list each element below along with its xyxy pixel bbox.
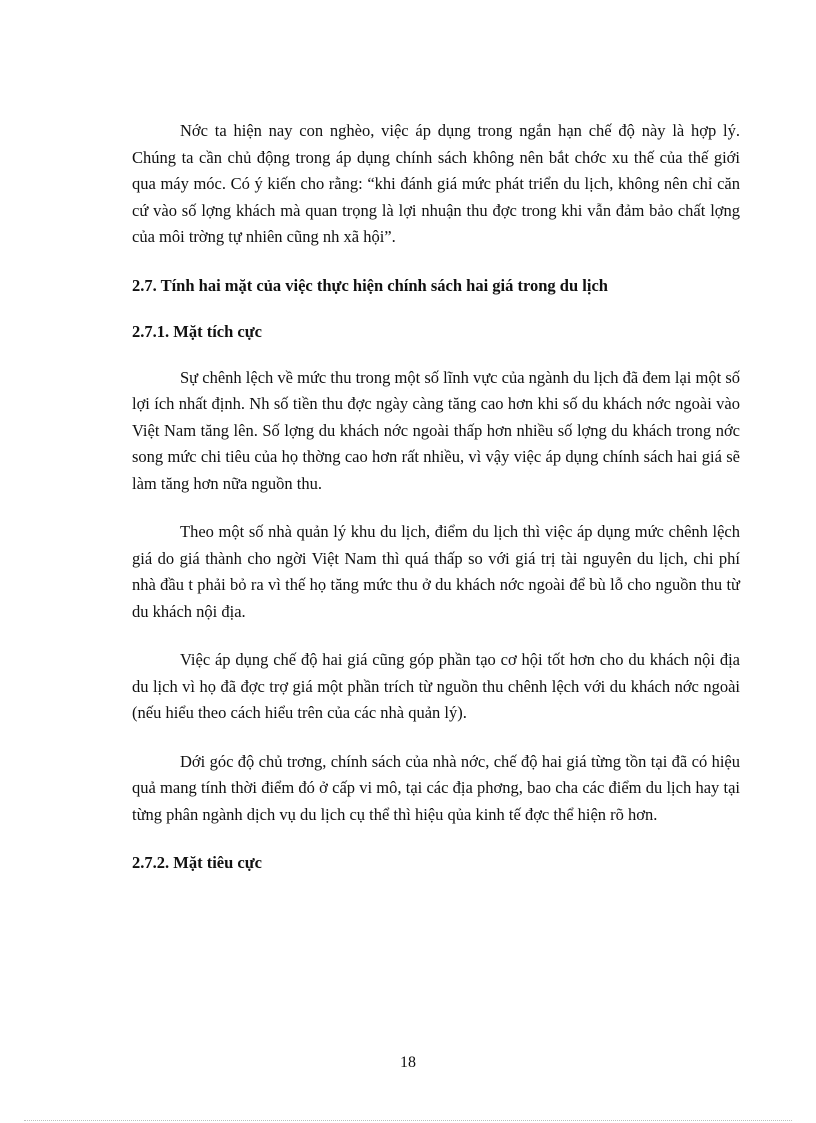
paragraph-positive-2: Theo một số nhà quản lý khu du lịch, điểm du lịch thì việc áp dụng mức chênh lệch giá do giá thành cho ngời Việt Nam thì quá thấp so với giá trị tài nguyên du lịch, chi phí nhà đầu t phải bỏ ra vì thế họ tăng mức thu ở du khách nớc ngoài để bù lỗ cho nguồn thu từ du khách nội địa. — [132, 522, 740, 621]
paragraph-intro: Nớc ta hiện nay con nghèo, việc áp dụng trong ngắn hạn chế độ này là hợp lý. Chúng ta cần chủ động trong áp dụng chính sách không nên bắt chớc xu thế của thế giới qua máy móc. Có ý kiến cho rằng: “khi đánh giá mức phát triển du lịch, không nên chỉ căn cứ vào số lợng khách mà quan trọng là lợi nhuận thu đợc trong khi vẫn đảm bảo chất lợng của môi trờng tự nhiên cũng nh xã hội”. — [132, 121, 740, 246]
page-bottom-border — [24, 1120, 792, 1121]
body-text — [132, 118, 740, 896]
section-heading: 2.7. Tính hai mặt của việc thực hiện chính sách hai giá trong du lịch — [132, 275, 608, 295]
page-number: 18 — [400, 1054, 416, 1071]
subsection-heading-positive: 2.7.1. Mặt tích cực — [132, 321, 262, 341]
paragraph-positive-3: Việc áp dụng chế độ hai giá cũng góp phần tạo cơ hội tốt hơn cho du khách nội địa du lịch vì họ đã đợc trợ giá một phần trích từ nguồn thu chênh lệch với du khách nớc ngoài (nếu hiểu theo cách hiểu trên của các nhà quản lý). — [132, 650, 740, 722]
subsection-heading-negative: 2.7.2. Mặt tiêu cực — [132, 853, 262, 872]
paragraph-positive-4: Dới góc độ chủ trơng, chính sách của nhà nớc, chế độ hai giá từng tồn tại đã có hiệu quả mang tính thời điểm đó ở cấp vi mô, tại các địa phơng, bao cha các điểm du lịch hay tại từng phân ngành dịch vụ du lịch cụ thể thì hiệu qủa kinh tế đợc thể hiện rõ hơn. — [132, 751, 740, 824]
paragraph-positive-1: Sự chênh lệch về mức thu trong một số lĩnh vực của ngành du lịch đã đem lại một số lợi ích nhất định. Nh số tiền thu đợc ngày càng tăng cao hơn khi số du khách nớc ngoài vào Việt Nam tăng lên. Số lợng du khách nớc ngoài thấp hơn nhiều số lợng du khách trong nớc song mức chi tiêu của họ thờng cao hơn rất nhiều, vì vậy việc áp dụng chính sách hai giá sẽ làm tăng hơn nữa nguồn thu. — [132, 367, 740, 493]
